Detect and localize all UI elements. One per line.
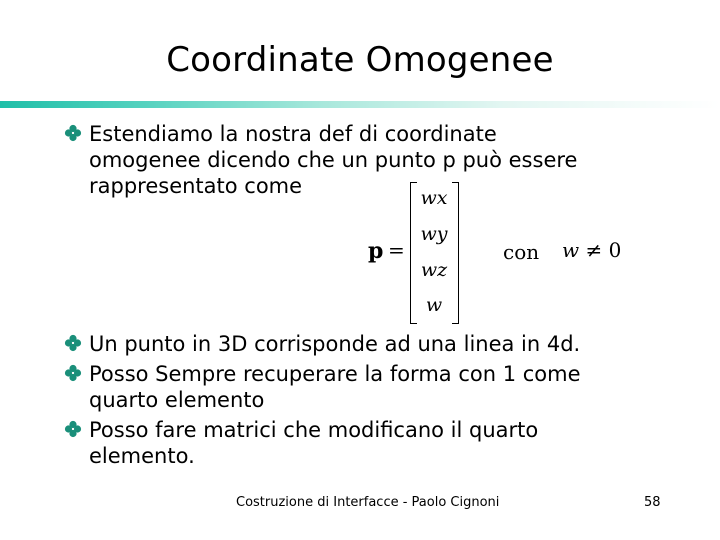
homogeneous-vector-formula	[360, 178, 640, 328]
bullet-text	[89, 361, 581, 413]
bullet-line: Posso fare matrici che modificano il quarto	[89, 418, 539, 442]
diamond-bullet-icon	[64, 420, 82, 438]
footer-text: Costruzione di Interfacce - Paolo Cignoni	[236, 495, 500, 510]
bullet-line: rappresentato come	[89, 174, 303, 198]
formula-lhs: p	[368, 238, 384, 264]
page-number: 58	[644, 495, 661, 510]
bullet-text	[89, 331, 580, 357]
bullet-line: omogenee dicendo che un punto p può essere	[89, 148, 578, 172]
formula-with-word: con	[503, 240, 540, 264]
vector-entry: wx	[420, 187, 448, 209]
diamond-bullet-icon	[64, 334, 82, 352]
vector-entry: wy	[420, 223, 448, 245]
vector-entry: w	[425, 294, 443, 316]
diamond-bullet-icon	[64, 364, 82, 382]
diamond-bullet-icon	[64, 124, 82, 142]
condition-variable: w	[562, 238, 580, 262]
condition-rest: ≠ 0	[579, 238, 622, 262]
title-underline	[0, 101, 720, 108]
bullet-line: Posso Sempre recuperare la forma con 1 come	[89, 362, 581, 386]
bullet-line: Un punto in 3D corrisponde ad una linea in 4d.	[89, 332, 581, 356]
slide-title: Coordinate Omogenee	[166, 40, 554, 80]
bullet-text	[89, 417, 538, 469]
bullet-line: elemento.	[89, 444, 195, 468]
formula-equals: =	[388, 238, 405, 262]
vector-entry: wz	[420, 259, 448, 281]
formula-condition	[562, 238, 621, 262]
bullet-line: quarto elemento	[89, 388, 265, 412]
bullet-line: Estendiamo la nostra def di coordinate	[89, 122, 497, 146]
